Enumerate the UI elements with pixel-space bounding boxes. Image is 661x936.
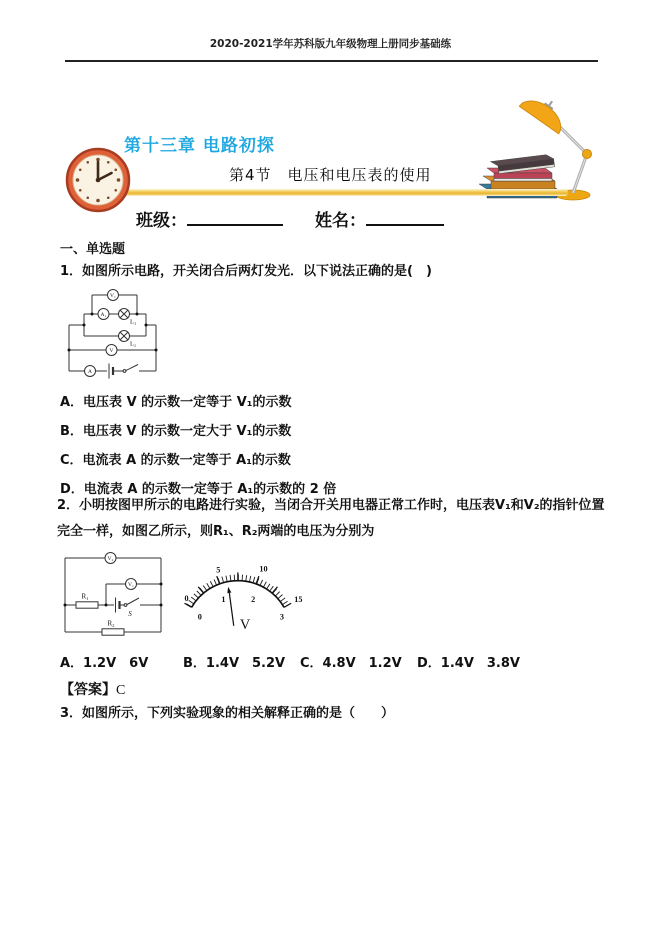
svg-text:L₁: L₁ bbox=[130, 318, 137, 326]
name-blank bbox=[366, 210, 444, 226]
question-2-text: 2．小明按图甲所示的电路进行实验，当闭合开关用电器正常工作时，电压表V₁和V₂的指针位置完全一样，如图乙所示，则R₁、R₂两端的电压为分别为 bbox=[57, 498, 605, 539]
svg-text:R₁: R₁ bbox=[81, 592, 89, 601]
svg-text:0: 0 bbox=[184, 594, 189, 604]
svg-text:V₂: V₂ bbox=[107, 556, 114, 563]
class-name-line bbox=[136, 206, 444, 231]
title-underline-bar bbox=[76, 189, 568, 196]
meter-unit-label: V bbox=[239, 616, 251, 633]
circuit-diagram-q1 bbox=[60, 286, 165, 383]
clock-icon bbox=[59, 145, 137, 217]
svg-text:V: V bbox=[109, 348, 114, 355]
q2-option-c: C．4.8V 1.2V bbox=[300, 656, 402, 671]
svg-text:A: A bbox=[88, 369, 92, 376]
svg-text:2: 2 bbox=[251, 595, 256, 605]
q2-option-b: B．1.4V 5.2V bbox=[183, 656, 286, 671]
question-1-text: 1．如图所示电路，开关闭合后两灯发光．以下说法正确的是( ) bbox=[60, 264, 432, 279]
svg-text:V₁: V₁ bbox=[128, 582, 134, 589]
question-3-text: 3．如图所示，下列实验现象的相关解释正确的是（ ） bbox=[60, 706, 395, 721]
q2-option-a: A．1.2V 6V bbox=[60, 656, 149, 671]
name-label: 姓名： bbox=[315, 211, 366, 231]
answer-value: C bbox=[116, 683, 126, 698]
resistor-r2-symbol bbox=[102, 629, 124, 635]
svg-text:10: 10 bbox=[259, 564, 268, 574]
class-label: 班级： bbox=[136, 211, 187, 231]
section-title: 第4节 电压和电压表的使用 bbox=[229, 166, 432, 184]
svg-text:15: 15 bbox=[294, 595, 303, 605]
svg-text:A₁: A₁ bbox=[100, 312, 107, 319]
page-header-text: 2020-2021学年苏科版九年级物理上册同步基础练 bbox=[209, 38, 452, 50]
voltmeter-figure bbox=[182, 556, 306, 633]
q2-options bbox=[60, 655, 520, 673]
header-rule bbox=[65, 60, 598, 62]
q1-option-d: D．电流表 A 的示数一定等于 A₁的示数的 2 倍 bbox=[60, 482, 337, 498]
meter-needle bbox=[227, 587, 233, 626]
chapter-title: 第十三章 电路初探 bbox=[124, 136, 275, 156]
svg-text:R₂: R₂ bbox=[107, 619, 115, 628]
answer-line bbox=[60, 679, 125, 699]
svg-text:S: S bbox=[128, 610, 132, 618]
svg-text:L₂: L₂ bbox=[130, 340, 137, 348]
resistor-r1-symbol bbox=[76, 602, 98, 608]
svg-text:3: 3 bbox=[279, 612, 285, 622]
svg-text:0: 0 bbox=[197, 612, 202, 622]
class-blank bbox=[187, 210, 283, 226]
svg-text:5: 5 bbox=[216, 565, 221, 575]
circuit-diagram-q2 bbox=[58, 552, 168, 637]
section-heading: 一、单选题 bbox=[60, 242, 126, 257]
answer-label: 【答案】 bbox=[60, 682, 116, 698]
svg-text:V₁: V₁ bbox=[110, 293, 116, 300]
svg-text:1: 1 bbox=[221, 595, 226, 605]
q1-option-a: A．电压表 V 的示数一定等于 V₁的示数 bbox=[60, 395, 292, 410]
q2-option-d: D．1.4V 3.8V bbox=[417, 656, 520, 671]
q1-option-b: B．电压表 V 的示数一定大于 V₁的示数 bbox=[60, 424, 292, 440]
q1-option-c: C．电流表 A 的示数一定等于 A₁的示数 bbox=[60, 453, 291, 469]
